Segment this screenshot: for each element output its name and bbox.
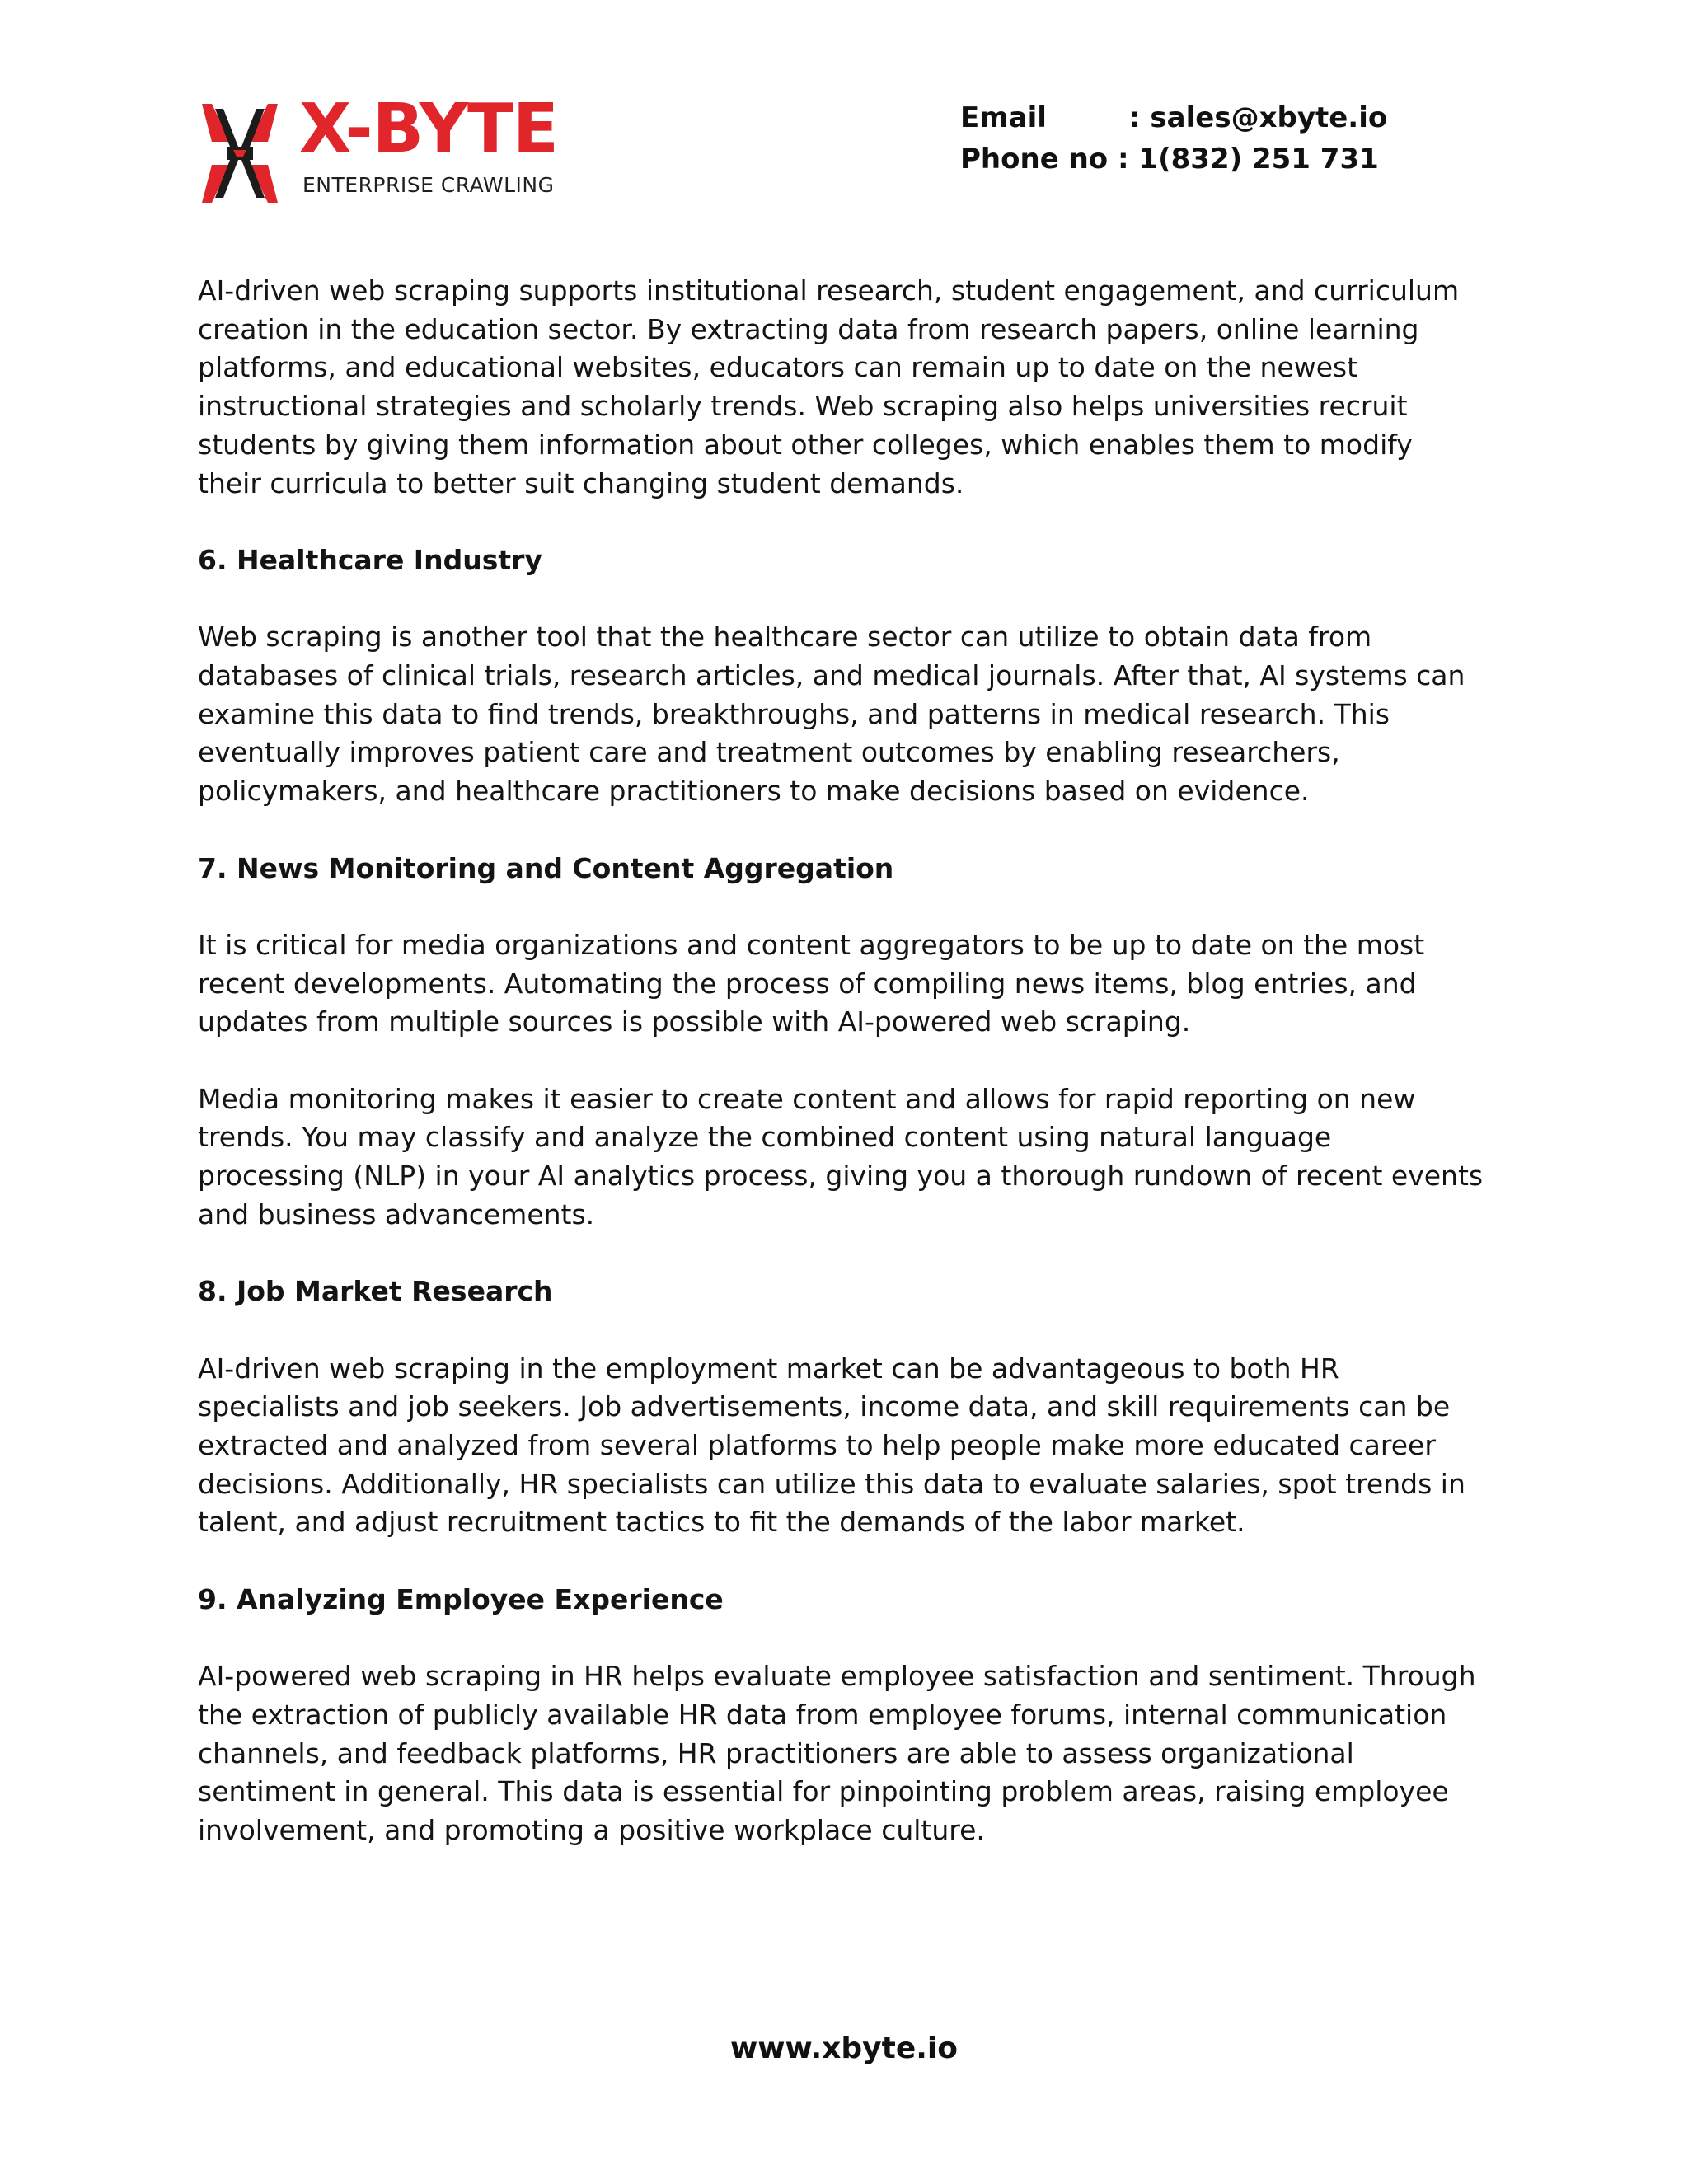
section-paragraph: It is critical for media organizations and content aggregators to be up to date on the most recent developments. Automating the process of compiling news items, blog entries, and updates from multiple sources is possible with AI-powered web scraping. [198, 928, 1425, 1038]
logo-wordmark: X-BYTE [299, 90, 558, 168]
email-label: Email [960, 101, 1047, 134]
contact-block [960, 97, 1387, 180]
intro-paragraph: AI-driven web scraping supports institutional research, student engagement, and curriculum creation in the education sector. By extracting data from research papers, online learning platforms, and educational websites, educators can remain up to date on the newest instructional strategies and scholarly trends. Web scraping also helps universities recruit students by giving them information about other colleges, which enables them to modify their curricula to better suit changing student demands. [198, 274, 1460, 499]
email-value: : sales@xbyte.io [1129, 101, 1388, 134]
section-heading-employee-experience: 9. Analyzing Employee Experience [198, 1582, 724, 1615]
contact-phone-row [960, 138, 1387, 180]
footer-website-link[interactable]: www.xbyte.io [730, 2032, 958, 2065]
section-heading-news-monitoring: 7. News Monitoring and Content Aggregation [198, 851, 894, 884]
xbyte-logo-icon [202, 104, 278, 203]
article-body [198, 272, 1484, 1888]
section-paragraph: AI-driven web scraping in the employment market can be advantageous to both HR specialists and job seekers. Job advertisements, income data, and skill requirements can be extracted and analyzed from several platforms to help people make more educated career decisions. Additionally, HR specialists can utilize this data to evaluate salaries, spot trends in talent, and adjust recruitment tactics to fit the demands of the labor market. [198, 1352, 1465, 1539]
section-paragraph: Media monitoring makes it easier to create content and allows for rapid reporting on new trends. You may classify and analyze the combined content using natural language processing (NLP) in your AI analytics process, giving you a thorough rundown of recent events and business advancements. [198, 1082, 1484, 1230]
logo-tagline: ENTERPRISE CRAWLING [302, 173, 555, 197]
section-heading-healthcare: 6. Healthcare Industry [198, 543, 542, 576]
section-paragraph: Web scraping is another tool that the healthcare sector can utilize to obtain data from databases of clinical trials, research articles, and medical journals. After that, AI systems can examine this data to find trends, breakthroughs, and patterns in medical research. This eventually improves patient care and treatment outcomes by enabling researchers, policymakers, and healthcare practitioners to make decisions based on evidence. [198, 621, 1465, 808]
section-heading-job-market: 8. Job Market Research [198, 1275, 553, 1308]
section-paragraph: AI-powered web scraping in HR helps evaluate employee satisfaction and sentiment. Through the extraction of publicly available HR data from employee forums, internal communication channels, and feedback platforms, HR practitioners are able to assess organizational sentiment in general. This data is essential for pinpointing problem areas, raising employee involvement, and promoting a positive workplace culture. [198, 1660, 1476, 1846]
phone-value: : 1(832) 251 731 [1118, 143, 1379, 176]
contact-email-row [960, 97, 1387, 138]
brand-logo [202, 90, 581, 204]
phone-label: Phone no [960, 143, 1109, 176]
